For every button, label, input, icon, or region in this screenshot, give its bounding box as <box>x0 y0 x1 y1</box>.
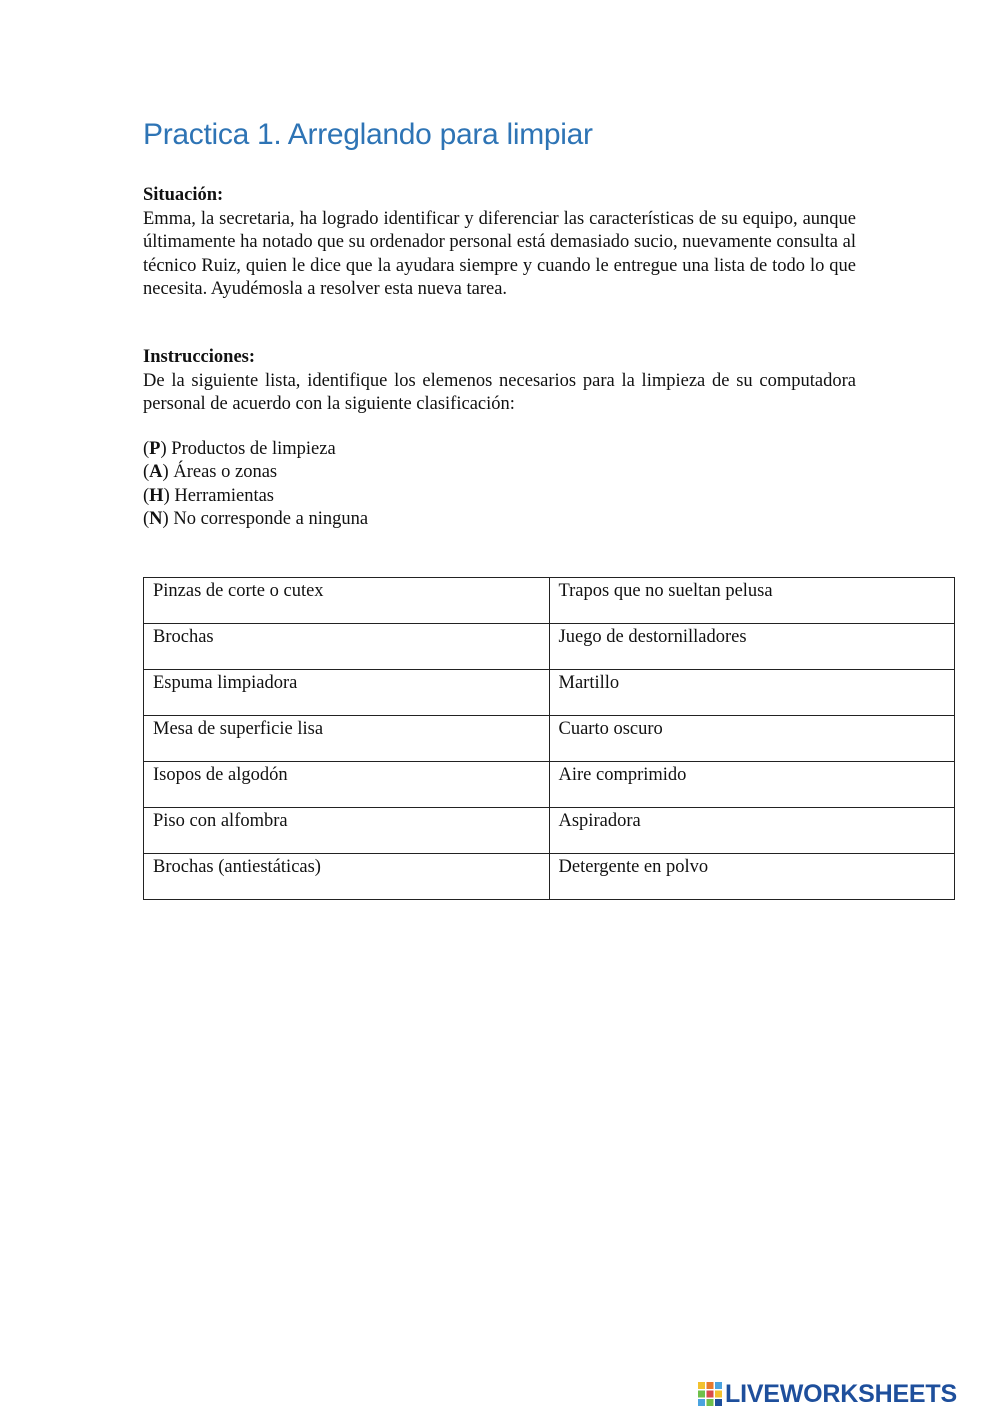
classification-code: A <box>149 462 163 483</box>
table-row <box>144 578 955 624</box>
cell-text: Aire comprimido <box>558 765 687 785</box>
classification-code: N <box>149 508 163 529</box>
table-cell <box>549 808 955 854</box>
cell-text: Cuarto oscuro <box>558 719 663 739</box>
situation-heading: Situación: <box>143 185 224 205</box>
table-cell <box>549 716 955 762</box>
classification-code: H <box>149 485 164 506</box>
classification-item: (P) Productos de limpieza <box>143 439 336 459</box>
cell-text: Pinzas de corte o cutex <box>153 581 324 601</box>
cell-text: Detergente en polvo <box>558 857 709 877</box>
table-cell <box>549 578 955 624</box>
cell-text: Isopos de algodón <box>153 765 288 785</box>
table-cell <box>144 808 550 854</box>
cell-text: Martillo <box>558 673 620 693</box>
cell-text: Trapos que no sueltan pelusa <box>558 581 773 601</box>
table-row <box>144 808 955 854</box>
instructions-text: De la siguiente lista, identifique los elemenos necesarios para la limpieza de su computadora personal de acuerdo con la siguiente clasificación: <box>143 370 856 414</box>
table-cell <box>549 762 955 808</box>
table-row <box>144 670 955 716</box>
situation-section <box>143 184 856 302</box>
cell-text: Brochas <box>153 627 214 647</box>
classification-label: No corresponde a ninguna <box>173 508 369 529</box>
cell-text: Mesa de superficie lisa <box>153 719 324 739</box>
table-row <box>144 624 955 670</box>
cell-text: Aspiradora <box>558 811 641 831</box>
instructions-heading: Instrucciones: <box>143 347 256 367</box>
table-cell <box>144 670 550 716</box>
classification-legend <box>143 438 368 531</box>
table-row <box>144 762 955 808</box>
cell-text: Brochas (antiestáticas) <box>153 857 321 877</box>
table-cell <box>144 716 550 762</box>
liveworksheets-wordmark: LIVEWORKSHEETS <box>725 1379 957 1408</box>
classification-item: (H) Herramientas <box>143 485 275 506</box>
classification-item: (N) No corresponde a ninguna <box>143 508 369 529</box>
liveworksheets-logo-icon <box>698 1382 722 1406</box>
table-cell <box>549 624 955 670</box>
table-cell <box>144 624 550 670</box>
cell-text: Piso con alfombra <box>153 811 288 831</box>
instructions-section <box>143 346 856 417</box>
classification-label: Áreas o zonas <box>173 462 278 483</box>
page-title: Practica 1. Arreglando para limpiar <box>143 118 593 151</box>
table-row <box>144 716 955 762</box>
liveworksheets-brand[interactable] <box>698 1377 957 1411</box>
table-cell <box>144 578 550 624</box>
table-cell <box>549 670 955 716</box>
cell-text: Juego de destornilladores <box>558 627 747 647</box>
situation-text: Emma, la secretaria, ha logrado identificar y diferenciar las características de su equipo, aunque últimamente ha notado que su ordenador personal está demasiado sucio, nuevamente consulta al técnico Ruiz, quien le dice que la ayudara siempre y cuando le entregue una lista de todo lo que necesita. Ayudémosla a resolver esta nueva tarea. <box>143 208 856 299</box>
classification-label: Productos de limpieza <box>171 439 336 459</box>
table-cell <box>144 762 550 808</box>
items-table <box>143 577 955 900</box>
cell-text: Espuma limpiadora <box>153 673 298 693</box>
classification-item: (A) Áreas o zonas <box>143 462 278 483</box>
classification-label: Herramientas <box>174 485 275 506</box>
table-row <box>144 854 955 900</box>
classification-code: P <box>149 439 161 459</box>
table-cell <box>144 854 550 900</box>
table-cell <box>549 854 955 900</box>
